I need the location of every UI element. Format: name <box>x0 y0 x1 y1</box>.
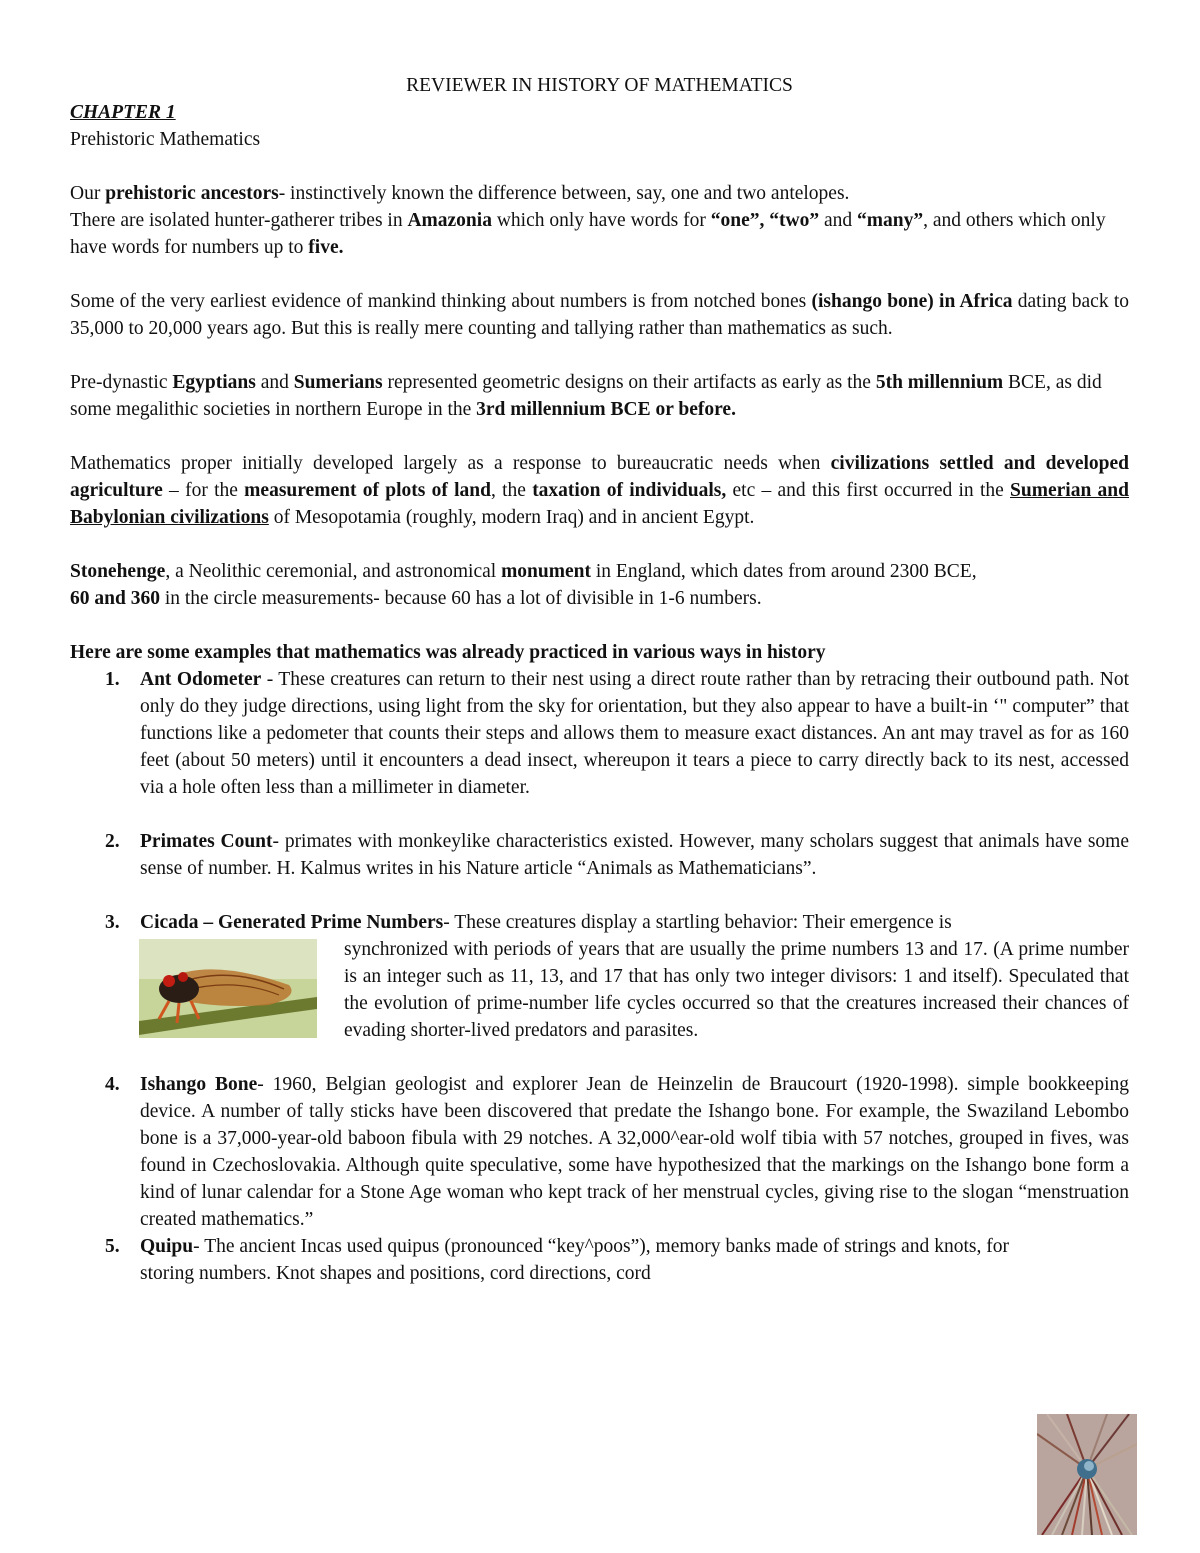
cicada-body-continued: synchronized with periods of years that are usually the prime numbers 13 and 17. (A prime number is an integer such as 11, 13, and 17 that has only two integer divisors: 1 and itself). Speculated that the evolution of prime-number life cycles occurred so that the creatures increased their chances of evading shorter-lived predators and parasites. <box>344 939 1129 1041</box>
paragraph-egyptians: Pre-dynastic Egyptians and Sumerians represented geometric designs on their artifacts as early as the 5th millennium BCE, as did some megalithic societies in northern Europe in the 3rd millennium BCE or before. <box>70 372 1102 420</box>
examples-heading: Here are some examples that mathematics was already practiced in various ways in history <box>70 642 826 663</box>
document-title: REVIEWER IN HISTORY OF MATHEMATICS <box>406 75 793 96</box>
paragraph-circle: 60 and 360 in the circle measurements- because 60 has a lot of divisible in 1-6 numbers. <box>70 588 762 609</box>
list-item-ishango-bone: 4. Ishango Bone- 1960, Belgian geologist and explorer Jean de Heinzelin de Braucourt (1920-1998). simple bookkeeping device. A number of tally sticks have been discovered that predate the Ishango bone. For example, the Swaziland Lebombo bone is a 37,000-year-old baboon fibula with 29 notches. A 32,000^ear-old wolf tibia with 57 notches, grouped in fives, was found in Czechoslovakia. Although quite speculative, some have hypothesized that the markings on the Ishango bone form a kind of lunar calendar for a Stone Age woman who kept track of her menstrual cycles, giving rise to the slogan “menstruation created mathematics.” <box>105 1074 1129 1230</box>
paragraph-mathematics-proper: Mathematics proper initially developed largely as a response to bureaucratic needs when civilizations settled and developed agriculture – for the measurement of plots of land, the taxation of individuals, etc – and this first occurred in the Sumerian and Babylonian civilizations of Mesopotamia (roughly, modern Iraq) and in ancient Egypt. <box>70 453 1129 528</box>
paragraph-stonehenge: Stonehenge, a Neolithic ceremonial, and astronomical monument in England, which dates from around 2300 BCE, <box>70 561 977 582</box>
document-page <box>70 72 1129 1287</box>
chapter-subtitle: Prehistoric Mathematics <box>70 129 261 150</box>
chapter-heading: CHAPTER 1 <box>70 102 176 123</box>
examples-list <box>70 666 1129 1287</box>
cicada-image <box>139 939 317 1038</box>
quipu-illustration <box>1037 1414 1137 1535</box>
quipu-image <box>1037 1414 1137 1535</box>
list-item-ant-odometer: 1. Ant Odometer - These creatures can return to their nest using a direct route rather than by retracing their outbound path. Not only do they judge directions, using light from the sky for orientation, but they also appear to have a built-in ‘" computer” that functions like a pedometer that counts their steps and allows them to measure exact distances. An ant may travel as for as 160 feet (about 50 meters) until it encounters a dead insect, whereupon it tears a piece to carry directly back to its nest, accessed via a hole often less than a millimeter in diameter. <box>105 669 1129 798</box>
list-item-quipu: 5. Quipu- The ancient Incas used quipus (pronounced “key^poos”), memory banks made of strings and knots, for storing numbers. Knot shapes and positions, cord directions, cord <box>105 1236 1009 1284</box>
paragraph-tribes: There are isolated hunter-gatherer tribes in Amazonia which only have words for “one”, “two” and “many”, and others which only have words for numbers up to five. <box>70 210 1106 258</box>
list-item-primates-count: 2. Primates Count- primates with monkeylike characteristics existed. However, many scholars suggest that animals have some sense of number. H. Kalmus writes in his Nature article “Animals as Mathematicians”. <box>105 831 1129 879</box>
paragraph-evidence: Some of the very earliest evidence of mankind thinking about numbers is from notched bones (ishango bone) in Africa dating back to 35,000 to 20,000 years ago. But this is really mere counting and tallying rather than mathematics as such. <box>70 291 1129 339</box>
paragraph-ancestors: Our prehistoric ancestors- instinctively known the difference between, say, one and two antelopes. <box>70 183 850 204</box>
list-item-cicada: 3. Cicada – Generated Prime Numbers- These creatures display a startling behavior: Their emergence is synchronized with periods of years that are usually the prime numbers 13 and 17. (A prime number is an integer such as 11, 13, and 17 that has only two integer divisors: 1 and itself). Speculated that the evolution of prime-number life cycles occurred so that the creatures increased their chances of evading shorter-lived predators and parasites. <box>105 912 1129 1041</box>
